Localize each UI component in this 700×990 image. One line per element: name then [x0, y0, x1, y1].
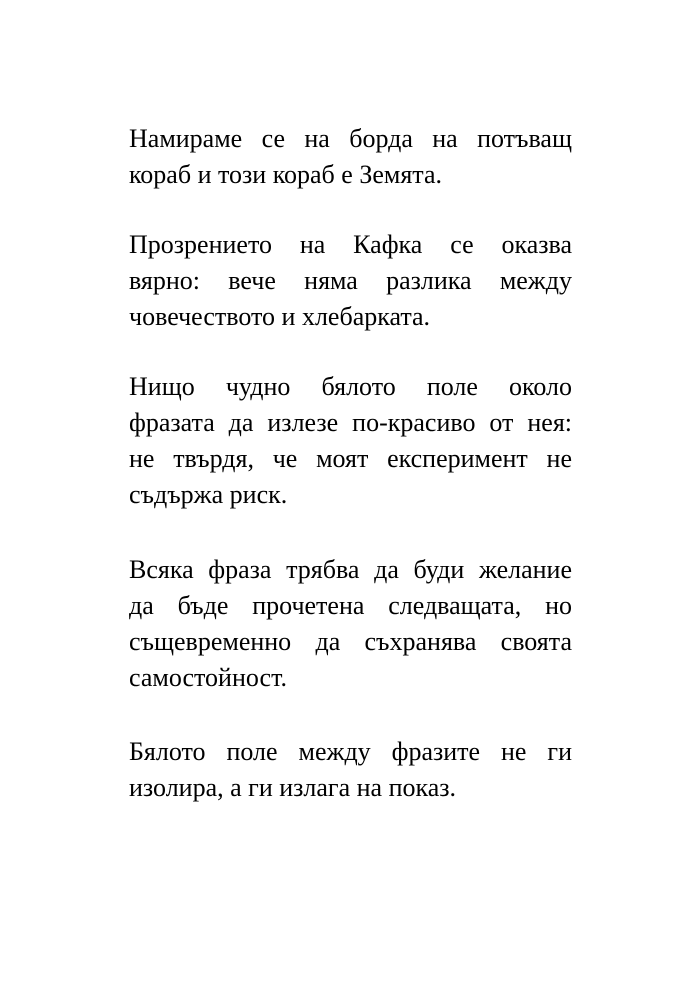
paragraph-line: не твърдя, че моят експеримент не — [129, 444, 572, 473]
paragraph-line: Бялото поле между фразите не ги — [129, 737, 572, 766]
paragraph-line: вярно: вече няма разлика между — [129, 266, 572, 295]
paragraph-line: фразата да излезе по-красиво от нея: — [129, 408, 572, 437]
paragraph-line: същевременно да съхранява своята — [129, 627, 572, 656]
paragraph-line: съдържа риск. — [129, 480, 288, 509]
paragraph-4 — [129, 552, 572, 696]
paragraph-2 — [129, 227, 572, 335]
paragraph-line: кораб и този кораб е Земята. — [129, 160, 443, 189]
paragraph-5 — [129, 734, 572, 806]
paragraph-line: Нищо чудно бялото поле около — [129, 372, 572, 401]
paragraph-1 — [129, 121, 572, 193]
paragraph-line: Прозрението на Кафка се оказва — [129, 230, 572, 259]
paragraph-line: Всяка фраза трябва да буди желание — [129, 555, 572, 584]
paragraph-line: Намираме се на борда на потъващ — [129, 124, 572, 153]
paragraph-line: да бъде прочетена следващата, но — [129, 591, 572, 620]
paragraph-3 — [129, 369, 572, 513]
paragraph-line: изолира, а ги излага на показ. — [129, 773, 457, 802]
paragraph-line: самостойност. — [129, 663, 287, 692]
paragraph-line: човечеството и хлебарката. — [129, 302, 431, 331]
